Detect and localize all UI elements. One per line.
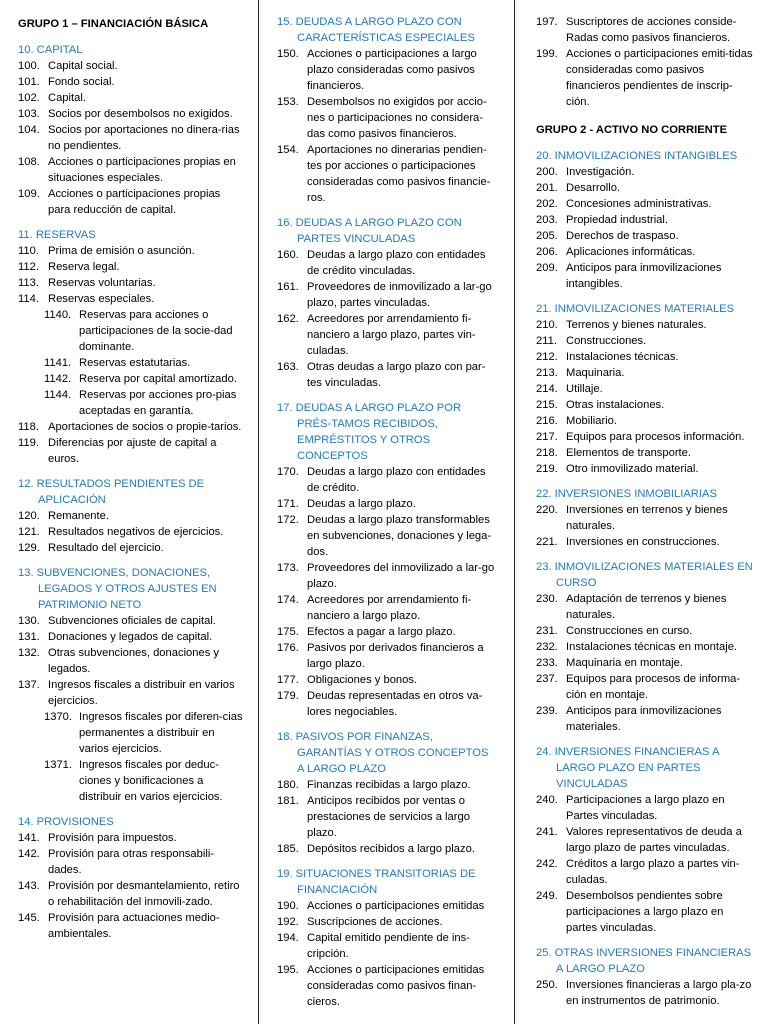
account-item — [536, 397, 754, 413]
account-item — [277, 962, 495, 1010]
account-number: 233. — [536, 657, 558, 669]
account-name: Provisión para actuaciones medio-ambientales. — [48, 912, 220, 940]
account-number: 219. — [536, 463, 558, 475]
account-name: Créditos a largo plazo a partes vin-culadas. — [566, 858, 740, 886]
account-item — [18, 259, 244, 275]
account-section — [277, 866, 495, 1010]
account-item — [18, 878, 244, 910]
account-item — [536, 260, 754, 292]
section-title: 25. OTRAS INVERSIONES FINANCIERAS A LARGO PLAZO — [536, 947, 752, 975]
account-section — [536, 945, 754, 1009]
sub-account-item — [18, 757, 244, 805]
account-name: Construcciones en curso. — [566, 625, 693, 637]
account-number: 241. — [536, 826, 558, 838]
account-number: 160. — [277, 249, 299, 261]
section-title: 11. RESERVAS — [18, 229, 96, 241]
account-name: Maquinaria en montaje. — [566, 657, 683, 669]
account-name: Efectos a pagar a largo plazo. — [307, 626, 456, 638]
account-item — [277, 640, 495, 672]
account-name: Otras subvenciones, donaciones y legados. — [48, 647, 220, 675]
account-name: Aportaciones no dinerarias pendien-tes por acciones o participaciones consideradas como pasivos financie-ros. — [307, 144, 491, 204]
sub-account-name: Ingresos fiscales por diferen-cias permanentes a distribuir en varios ejercicios. — [79, 711, 243, 755]
account-name: Pasivos por derivados financieros a largo plazo. — [307, 642, 484, 670]
account-section — [277, 729, 495, 857]
sub-account-name: Reservas para acciones o participaciones de la socie-dad dominante. — [79, 309, 233, 353]
account-item — [18, 90, 244, 106]
group-title: GRUPO 1 – FINANCIACIÓN BÁSICA — [18, 18, 209, 30]
account-name: Desembolsos pendientes sobre participaciones a largo plazo en partes vinculadas. — [566, 890, 724, 934]
sub-account-item — [18, 307, 244, 355]
account-number: 132. — [18, 647, 40, 659]
account-name: Instalaciones técnicas. — [566, 351, 679, 363]
account-item — [18, 291, 244, 307]
account-number: 211. — [536, 335, 557, 347]
account-item — [18, 508, 244, 524]
sub-account-name: Reservas estatutarias. — [79, 357, 191, 369]
section-title: 15. DEUDAS A LARGO PLAZO CON CARACTERÍSTICAS ESPECIALES — [277, 16, 475, 44]
account-number: 220. — [536, 504, 558, 516]
account-name: Finanzas recibidas a largo plazo. — [307, 779, 471, 791]
account-name: Reservas especiales. — [48, 293, 155, 305]
account-name: Proveedores del inmovilizado a lar-go plazo. — [307, 562, 495, 590]
account-number: 201. — [536, 182, 558, 194]
account-name: Prima de emisión o asunción. — [48, 245, 195, 257]
account-item — [277, 672, 495, 688]
account-item — [18, 74, 244, 90]
account-section — [536, 486, 754, 550]
sub-account-number: 1140. — [44, 309, 72, 321]
account-name: Acciones o participaciones emiti-tidas consideradas como pasivos financieros pendientes de inscrip-ción. — [566, 48, 753, 108]
account-number: 215. — [536, 399, 558, 411]
account-name: Elementos de transporte. — [566, 447, 691, 459]
account-name: Deudas a largo plazo con entidades de crédito. — [307, 466, 486, 494]
sub-account-name: Ingresos fiscales por deduc-ciones y bonificaciones a distribuir en varios ejercicios. — [79, 759, 223, 803]
account-item — [277, 94, 495, 142]
account-item — [18, 186, 244, 218]
account-name: Resultados negativos de ejercicios. — [48, 526, 224, 538]
account-item — [277, 841, 495, 857]
section-title: 13. SUBVENCIONES, DONACIONES, LEGADOS Y OTROS AJUSTES EN PATRIMONIO NETO — [18, 567, 217, 611]
account-number: 221. — [536, 536, 558, 548]
account-name: Aplicaciones informáticas. — [566, 246, 696, 258]
account-item — [277, 464, 495, 496]
account-number: 163. — [277, 361, 299, 373]
account-item — [18, 524, 244, 540]
account-section — [18, 565, 244, 805]
account-section — [18, 227, 244, 467]
account-number: 237. — [536, 673, 558, 685]
account-item — [536, 317, 754, 333]
account-section — [536, 744, 754, 936]
section-list — [277, 14, 495, 1010]
account-number: 231. — [536, 625, 558, 637]
account-number: 121. — [18, 526, 40, 538]
section-title: 14. PROVISIONES — [18, 816, 114, 828]
account-number: 141. — [18, 832, 40, 844]
account-number: 112. — [18, 261, 39, 273]
sub-account-item — [18, 355, 244, 371]
account-number: 197. — [536, 16, 558, 28]
account-item — [536, 856, 754, 888]
account-number: 217. — [536, 431, 558, 443]
account-number: 108. — [18, 156, 40, 168]
account-number: 185. — [277, 843, 299, 855]
account-number: 232. — [536, 641, 558, 653]
account-name: Proveedores de inmovilizado a lar-go plazo, partes vinculadas. — [307, 281, 492, 309]
section-list — [18, 42, 244, 942]
account-number: 129. — [18, 542, 40, 554]
account-section — [277, 14, 495, 206]
account-number: 181. — [277, 795, 299, 807]
account-name: Suscriptores de acciones conside-Radas como pasivos financieros. — [566, 16, 737, 44]
account-item — [277, 560, 495, 592]
account-item — [536, 365, 754, 381]
account-number: 161. — [277, 281, 299, 293]
account-item — [18, 830, 244, 846]
account-number: 119. — [18, 437, 39, 449]
account-name: Suscripciones de acciones. — [307, 916, 443, 928]
section-title: 21. INMOVILIZACIONES MATERIALES — [536, 303, 735, 315]
account-item — [277, 914, 495, 930]
account-item — [536, 655, 754, 671]
column-3 — [536, 14, 754, 1018]
account-item — [18, 154, 244, 186]
section-title: 22. INVERSIONES INMOBILIARIAS — [536, 488, 717, 500]
account-number: 206. — [536, 246, 558, 258]
account-item — [536, 228, 754, 244]
account-section — [18, 42, 244, 218]
account-name: Construcciones. — [566, 335, 647, 347]
account-name: Adaptación de terrenos y bienes naturales. — [566, 593, 727, 621]
account-name: Subvenciones oficiales de capital. — [48, 615, 216, 627]
account-name: Deudas a largo plazo con entidades de crédito vinculadas. — [307, 249, 486, 277]
account-number: 195. — [277, 964, 299, 976]
account-number: 213. — [536, 367, 558, 379]
account-name: Acciones o participaciones propias para reducción de capital. — [48, 188, 221, 216]
account-number: 170. — [277, 466, 299, 478]
account-number: 162. — [277, 313, 299, 325]
account-name: Desarrollo. — [566, 182, 621, 194]
account-name: Inversiones financieras a largo pla-zo en instrumentos de patrimonio. — [566, 979, 752, 1007]
account-name: Remanente. — [48, 510, 109, 522]
account-item — [277, 930, 495, 962]
account-number: 218. — [536, 447, 558, 459]
account-number: 177. — [277, 674, 299, 686]
account-item — [277, 279, 495, 311]
account-name: Donaciones y legados de capital. — [48, 631, 213, 643]
account-number: 174. — [277, 594, 299, 606]
account-item — [277, 793, 495, 841]
account-item — [277, 688, 495, 720]
account-item — [536, 413, 754, 429]
account-item — [18, 435, 244, 467]
account-name: Aportaciones de socios o propie-tarios. — [48, 421, 242, 433]
account-number: 153. — [277, 96, 299, 108]
account-name: Diferencias por ajuste de capital a euros. — [48, 437, 217, 465]
account-item — [277, 624, 495, 640]
account-item — [536, 703, 754, 735]
account-number: 202. — [536, 198, 558, 210]
account-number: 110. — [18, 245, 39, 257]
column-divider — [258, 0, 259, 1024]
account-number: 131. — [18, 631, 40, 643]
account-item — [277, 247, 495, 279]
account-name: Reservas voluntarias. — [48, 277, 156, 289]
account-name: Reserva legal. — [48, 261, 120, 273]
account-name: Obligaciones y bonos. — [307, 674, 418, 686]
account-number: 130. — [18, 615, 40, 627]
section-list — [536, 148, 754, 1009]
account-item — [536, 824, 754, 856]
account-item — [536, 429, 754, 445]
account-item — [536, 502, 754, 534]
account-number: 145. — [18, 912, 40, 924]
account-item — [277, 142, 495, 206]
account-item — [536, 180, 754, 196]
section-title: 12. RESULTADOS PENDIENTES DE APLICACIÓN — [18, 478, 205, 506]
account-name: Resultado del ejercicio. — [48, 542, 164, 554]
account-item — [18, 846, 244, 878]
sub-account-name: Reserva por capital amortizado. — [79, 373, 237, 385]
account-number: 242. — [536, 858, 558, 870]
account-name: Provisión para impuestos. — [48, 832, 177, 844]
account-name: Acciones o participaciones emitidas consideradas como pasivos finan-cieros. — [307, 964, 485, 1008]
account-number: 212. — [536, 351, 558, 363]
account-name: Derechos de traspaso. — [566, 230, 679, 242]
account-number: 203. — [536, 214, 558, 226]
section-title: 24. INVERSIONES FINANCIERAS A LARGO PLAZO EN PARTES VINCULADAS — [536, 746, 719, 790]
account-item — [18, 106, 244, 122]
account-item — [18, 122, 244, 154]
column-2 — [277, 14, 495, 1019]
account-item — [536, 14, 754, 46]
account-item — [536, 671, 754, 703]
account-name: Terrenos y bienes naturales. — [566, 319, 707, 331]
account-number: 104. — [18, 124, 40, 136]
account-number: 154. — [277, 144, 299, 156]
account-section — [536, 559, 754, 735]
account-item — [277, 512, 495, 560]
account-number: 175. — [277, 626, 299, 638]
account-name: Fondo social. — [48, 76, 115, 88]
account-number: 239. — [536, 705, 558, 717]
account-item — [18, 629, 244, 645]
column-divider — [514, 0, 515, 1024]
account-item — [536, 212, 754, 228]
account-number: 250. — [536, 979, 558, 991]
account-name: Capital emitido pendiente de ins-cripción. — [307, 932, 470, 960]
account-number: 114. — [18, 293, 39, 305]
account-name: Anticipos para inmovilizaciones intangibles. — [566, 262, 722, 290]
account-name: Socios por aportaciones no dinera-rias no pendientes. — [48, 124, 240, 152]
sub-account-name: Reservas por acciones pro-pias aceptadas en garantía. — [79, 389, 237, 417]
section-title: 18. PASIVOS POR FINANZAS, GARANTÍAS Y OTROS CONCEPTOS A LARGO PLAZO — [277, 731, 489, 775]
lead-items — [536, 14, 754, 110]
account-number: 192. — [277, 916, 299, 928]
sub-account-number: 1142. — [44, 373, 72, 385]
account-item — [18, 910, 244, 942]
account-number: 230. — [536, 593, 558, 605]
account-item — [536, 381, 754, 397]
section-title: 19. SITUACIONES TRANSITORIAS DE FINANCIACIÓN — [277, 868, 476, 896]
account-name: Mobiliario. — [566, 415, 617, 427]
account-number: 109. — [18, 188, 40, 200]
account-item — [536, 888, 754, 936]
section-title: 10. CAPITAL — [18, 44, 83, 56]
account-section — [18, 814, 244, 942]
account-item — [277, 898, 495, 914]
account-number: 199. — [536, 48, 558, 60]
account-name: Concesiones administrativas. — [566, 198, 712, 210]
account-item — [536, 623, 754, 639]
account-item — [536, 534, 754, 550]
account-item — [18, 677, 244, 709]
account-number: 103. — [18, 108, 40, 120]
account-number: 150. — [277, 48, 299, 60]
section-title: 17. DEUDAS A LARGO PLAZO POR PRÉS-TAMOS RECIBIDOS, EMPRÉSTITOS Y OTROS CONCEPTOS — [277, 402, 462, 462]
account-name: Capital. — [48, 92, 86, 104]
sub-account-item — [18, 709, 244, 757]
account-number: 194. — [277, 932, 299, 944]
account-number: 180. — [277, 779, 299, 791]
account-item — [18, 243, 244, 259]
account-section — [536, 148, 754, 292]
account-item — [536, 977, 754, 1009]
section-title: 16. DEUDAS A LARGO PLAZO CON PARTES VINCULADAS — [277, 217, 462, 245]
account-item — [536, 639, 754, 655]
account-name: Valores representativos de deuda a largo plazo de partes vinculadas. — [566, 826, 742, 854]
account-item — [536, 461, 754, 477]
account-item — [18, 419, 244, 435]
account-section — [277, 400, 495, 720]
account-item — [536, 244, 754, 260]
sub-account-number: 1144. — [44, 389, 72, 401]
account-name: Acreedores por arrendamiento fi-nanciero a largo plazo. — [307, 594, 472, 622]
account-name: Equipos para procesos información. — [566, 431, 745, 443]
account-number: 101. — [18, 76, 40, 88]
column-1 — [18, 14, 244, 951]
account-number: 172. — [277, 514, 299, 526]
account-number: 176. — [277, 642, 299, 654]
account-name: Maquinaria. — [566, 367, 625, 379]
account-item — [536, 333, 754, 349]
account-name: Equipos para procesos de informa-ción en montaje. — [566, 673, 741, 701]
account-name: Provisión por desmantelamiento, retiro o rehabilitación del inmovili-zado. — [48, 880, 240, 908]
account-number: 190. — [277, 900, 299, 912]
account-name: Inversiones en construcciones. — [566, 536, 720, 548]
account-number: 205. — [536, 230, 558, 242]
account-name: Inversiones en terrenos y bienes naturales. — [566, 504, 728, 532]
account-number: 249. — [536, 890, 558, 902]
account-item — [18, 275, 244, 291]
section-title: 20. INMOVILIZACIONES INTANGIBLES — [536, 150, 738, 162]
account-item — [536, 792, 754, 824]
account-item — [277, 592, 495, 624]
account-number: 137. — [18, 679, 40, 691]
account-number: 179. — [277, 690, 299, 702]
account-name: Capital social. — [48, 60, 118, 72]
account-number: 143. — [18, 880, 40, 892]
account-number: 102. — [18, 92, 40, 104]
account-number: 100. — [18, 60, 40, 72]
account-name: Utillaje. — [566, 383, 603, 395]
account-section — [277, 215, 495, 391]
account-name: Otras deudas a largo plazo con par-tes vinculadas. — [307, 361, 486, 389]
account-name: Instalaciones técnicas en montaje. — [566, 641, 738, 653]
account-name: Anticipos para inmovilizaciones materiales. — [566, 705, 722, 733]
account-item — [18, 613, 244, 629]
account-item — [18, 540, 244, 556]
account-name: Otras instalaciones. — [566, 399, 665, 411]
account-item — [18, 645, 244, 677]
account-name: Otro inmovilizado material. — [566, 463, 699, 475]
account-name: Participaciones a largo plazo en Partes vinculadas. — [566, 794, 725, 822]
account-item — [536, 196, 754, 212]
account-number: 214. — [536, 383, 558, 395]
account-item — [536, 349, 754, 365]
account-name: Acciones o participaciones a largo plazo consideradas como pasivos financieros. — [307, 48, 477, 92]
account-item — [277, 46, 495, 94]
account-item — [536, 591, 754, 623]
account-name: Propiedad industrial. — [566, 214, 668, 226]
account-name: Deudas representadas en otros va-lores negociables. — [307, 690, 483, 718]
account-item — [18, 58, 244, 74]
account-name: Desembolsos no exigidos por accio-nes o participaciones no considera-das como pasivos financieros. — [307, 96, 487, 140]
account-number: 240. — [536, 794, 558, 806]
account-number: 120. — [18, 510, 40, 522]
sub-account-number: 1371. — [44, 759, 72, 771]
account-number: 118. — [18, 421, 39, 433]
account-name: Acreedores por arrendamiento fi-nanciero a largo plazo, partes vin-culadas. — [307, 313, 476, 357]
account-number: 173. — [277, 562, 299, 574]
account-name: Anticipos recibidos por ventas o prestaciones de servicios a largo plazo. — [307, 795, 470, 839]
account-number: 142. — [18, 848, 40, 860]
section-title: 23. INMOVILIZACIONES MATERIALES EN CURSO — [536, 561, 753, 589]
account-name: Socios por desembolsos no exigidos. — [48, 108, 233, 120]
account-number: 200. — [536, 166, 558, 178]
account-name: Depósitos recibidos a largo plazo. — [307, 843, 475, 855]
account-name: Deudas a largo plazo. — [307, 498, 416, 510]
account-item — [536, 46, 754, 110]
account-section — [18, 476, 244, 556]
account-item — [536, 445, 754, 461]
account-item — [277, 311, 495, 359]
group-title: GRUPO 2 - ACTIVO NO CORRIENTE — [536, 124, 728, 136]
sub-account-number: 1141. — [44, 357, 72, 369]
account-item — [277, 496, 495, 512]
account-number: 216. — [536, 415, 558, 427]
account-name: Acciones o participaciones emitidas — [307, 900, 485, 912]
account-number: 209. — [536, 262, 558, 274]
sub-account-item — [18, 371, 244, 387]
account-item — [277, 777, 495, 793]
account-name: Investigación. — [566, 166, 635, 178]
account-name: Provisión para otras responsabili-dades. — [48, 848, 215, 876]
account-number: 210. — [536, 319, 558, 331]
account-name: Deudas a largo plazo transformables en subvenciones, donaciones y lega-dos. — [307, 514, 492, 558]
account-number: 113. — [18, 277, 39, 289]
account-number: 171. — [277, 498, 299, 510]
sub-account-item — [18, 387, 244, 419]
account-name: Ingresos fiscales a distribuir en varios ejercicios. — [48, 679, 235, 707]
account-item — [277, 359, 495, 391]
account-section — [536, 301, 754, 477]
account-item — [536, 164, 754, 180]
sub-account-number: 1370. — [44, 711, 72, 723]
account-name: Acciones o participaciones propias en situaciones especiales. — [48, 156, 236, 184]
